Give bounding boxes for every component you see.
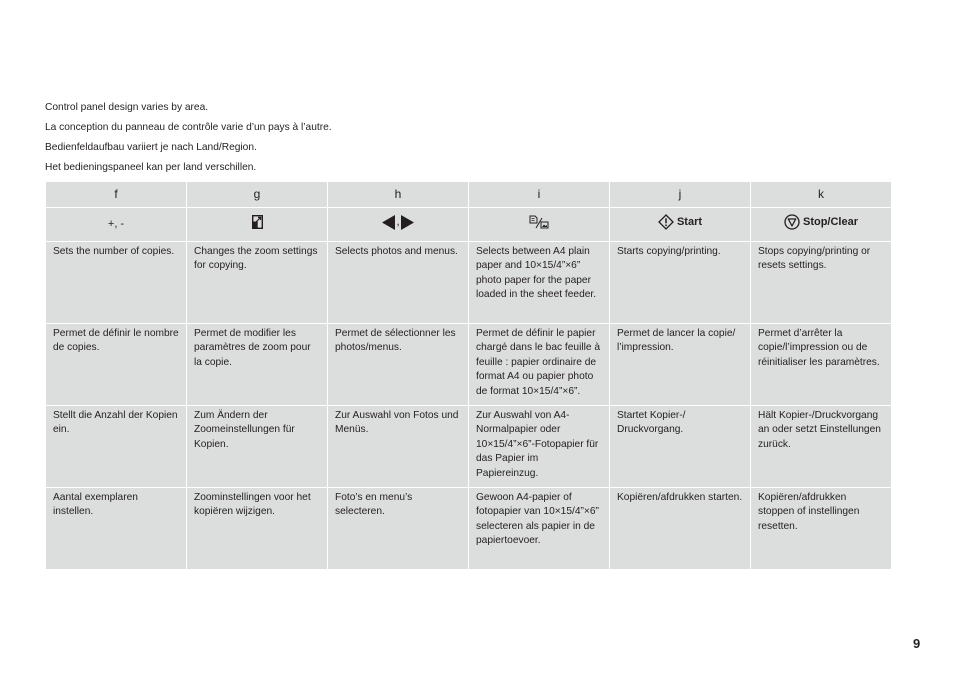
- description-cell: Stops copying/printing or resets settings.: [751, 242, 892, 324]
- column-letter-f: f: [46, 182, 187, 208]
- stop-clear-button-label: Stop/Clear: [802, 216, 858, 229]
- intro-note-nl: Het bedieningspaneel kan per land verschillen.: [45, 162, 257, 173]
- description-cell: Permet de définir le papier chargé dans le bac feuille à feuille : papier ordinaire de format A4 ou papier photo de format 10×15/4”×6”.: [469, 324, 610, 406]
- description-cell: Permet de définir le nombre de copies.: [46, 324, 187, 406]
- plus-minus-button-cell: [46, 208, 187, 242]
- intro-note-de: Bedienfeldaufbau variiert je nach Land/Region.: [45, 142, 257, 153]
- description-row-de: [46, 406, 892, 488]
- intro-notes: [45, 101, 332, 181]
- description-cell: Startet Kopier-/ Druckvorgang.: [610, 406, 751, 488]
- description-cell: Permet de sélectionner les photos/menus.: [328, 324, 469, 406]
- description-cell: Permet de lancer la copie/ l’impression.: [610, 324, 751, 406]
- column-letter-g: g: [187, 182, 328, 208]
- button-icon-row: [46, 208, 892, 242]
- description-cell: Kopiëren/afdrukken starten.: [610, 488, 751, 570]
- column-letter-j: j: [610, 182, 751, 208]
- description-cell: Foto’s en menu’s selecteren.: [328, 488, 469, 570]
- description-cell: Sets the number of copies.: [46, 242, 187, 324]
- description-cell: Zum Ändern der Zoomeinstellungen für Kopien.: [187, 406, 328, 488]
- description-row-fr: [46, 324, 892, 406]
- paper-type-button-cell: [469, 208, 610, 242]
- arrow-separator: ,: [396, 216, 400, 229]
- description-row-en: [46, 242, 892, 324]
- description-cell: Selects photos and menus.: [328, 242, 469, 324]
- description-cell: Hält Kopier-/Druckvorgang an oder setzt Einstellungen zurück.: [751, 406, 892, 488]
- description-cell: Starts copying/printing.: [610, 242, 751, 324]
- description-cell: Aantal exemplaren instellen.: [46, 488, 187, 570]
- intro-note-en: Control panel design varies by area.: [45, 102, 209, 113]
- letter-row: [46, 182, 892, 208]
- description-row-nl: [46, 488, 892, 570]
- description-cell: Gewoon A4-papier of fotopapier van 10×15/4”×6” selecteren als papier in de papiertoevoer.: [469, 488, 610, 570]
- start-button-label: Start: [676, 216, 703, 229]
- description-cell: Kopiëren/afdrukken stoppen of instellingen resetten.: [751, 488, 892, 570]
- description-cell: Zur Auswahl von A4-Normalpapier oder 10×15/4”×6”-Fotopapier für das Papier im Papiereinzug.: [469, 406, 610, 488]
- description-cell: Permet d’arrêter la copie/l’impression ou de réinitialiser les paramètres.: [751, 324, 892, 406]
- arrow-right-icon: [401, 215, 414, 230]
- column-letter-k: k: [751, 182, 892, 208]
- arrow-buttons-cell: [328, 208, 469, 242]
- description-cell: Zur Auswahl von Fotos und Menüs.: [328, 406, 469, 488]
- column-letter-i: i: [469, 182, 610, 208]
- description-cell: Selects between A4 plain paper and 10×15/4”×6” photo paper for the paper loaded in the sheet feeder.: [469, 242, 610, 324]
- start-icon: [658, 214, 674, 230]
- description-cell: Changes the zoom settings for copying.: [187, 242, 328, 324]
- control-panel-table: [45, 181, 892, 570]
- stop-clear-button-cell: [751, 208, 892, 242]
- plus-minus-symbol: +, -: [107, 218, 125, 231]
- description-cell: Stellt die Anzahl der Kopien ein.: [46, 406, 187, 488]
- intro-note-fr: La conception du panneau de contrôle varie d’un pays à l’autre.: [45, 122, 332, 133]
- paper-type-icon: [529, 215, 549, 229]
- start-button-cell: [610, 208, 751, 242]
- description-cell: Permet de modifier les paramètres de zoom pour la copie.: [187, 324, 328, 406]
- arrow-left-icon: [382, 215, 395, 230]
- page-number: 9: [913, 636, 921, 651]
- column-letter-h: h: [328, 182, 469, 208]
- description-cell: Zoominstellingen voor het kopiëren wijzigen.: [187, 488, 328, 570]
- zoom-button-cell: [187, 208, 328, 242]
- zoom-icon: [252, 215, 263, 229]
- stop-clear-icon: [784, 214, 800, 230]
